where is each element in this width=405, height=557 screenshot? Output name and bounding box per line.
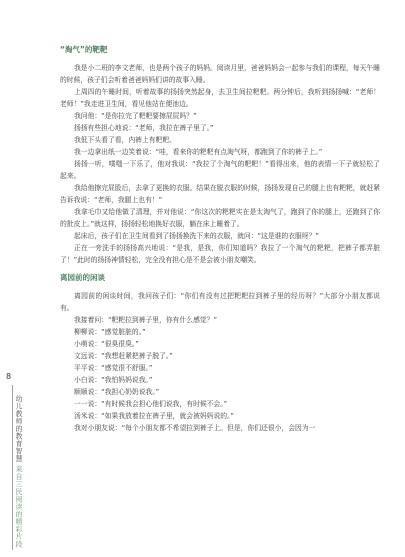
paragraph: 我低下头看了看，内裤上有粑粑。	[74, 136, 176, 144]
paragraph: 扬扬一听，噗嗤一下乐了，他对我说：“我拉了个淘气的粑粑！”看得出来，他的表情一下子就轻松了起来。	[60, 160, 380, 180]
section-body	[60, 62, 380, 266]
paragraph: 我问他：“是你拉完了粑粑要擦屁屁吗？”	[74, 112, 197, 120]
book-title: 幼儿教师的教育智慧	[15, 395, 23, 463]
book-subtitle: 来自三民阅读的精彩片段	[15, 465, 23, 548]
paragraph: 小白说：“我怕妈妈说我。”	[74, 376, 153, 384]
paragraph: 文远说：“我想赶紧把裤子脱了。”	[74, 352, 173, 360]
section-body	[60, 290, 380, 434]
paragraph: 我接着问：“粑粑拉到裤子里，你有什么感觉？”	[74, 316, 217, 324]
paragraph: 柳柳说：“感觉脏脏的。”	[74, 328, 146, 336]
paragraph: 起床后，孩子们在卫生间看到了扬扬换洗下来的衣服，就问：“这是谁的衣服呀？”	[74, 232, 319, 240]
paragraph: 我对小朋友说：“每个小朋友都不希望拉到裤子上。但是，你们还很小，会因为一	[74, 424, 316, 432]
paragraph: 小萌说：“很臭很臭。”	[74, 340, 139, 348]
margin-divider-line	[12, 385, 13, 550]
paragraph: 汤米说：“如果我放着拉在裤子里，就会被妈妈说的。”	[74, 412, 234, 420]
paragraph: 我给他擦完屁股后，去拿了更换的衣服。结果在脱衣服的时候，扬扬发现自己的腿上也有粑粑，就赶紧告诉我说：“老师，我腿上也有！”	[60, 184, 380, 204]
page-content	[60, 44, 380, 434]
page-margin-sidebar	[0, 0, 30, 557]
page-number: 8	[6, 372, 12, 381]
paragraph: 我是小二班的李文老师，也是两个孩子的妈妈。阅读月里，爸爸妈妈会一起参与我们的课程，每天午睡的时候，孩子们会听着爸爸妈妈们讲的故事入睡。	[60, 64, 380, 84]
paragraph: 一一说：“有时候我会担心他们说我，有时候不会。”	[74, 400, 228, 408]
paragraph: 上周四的午睡时间，听着故事的扬扬突然起身，去卫生间拉粑粑。两分钟后，我听到扬扬喊：“老师！老师！”我走进卫生间，看见他站在便池边。	[60, 88, 380, 108]
paragraph: 正在一旁洗手的扬扬高兴地说：“是我，是我，你们知道吗？我拉了一个淘气的粑粑，把裤子都弄脏了！”此时的扬扬神情轻松，完全没有担心是不是会被小朋友嘲笑。	[60, 244, 380, 264]
section-title: “淘气”的靶靶	[60, 45, 108, 54]
running-header	[14, 395, 23, 548]
paragraph: 扬扬有些担心地说：“老师，我拉在裤子里了。”	[74, 124, 214, 132]
paragraph: 离园前的闲谈时间，我问孩子们：“你们有没有过把粑粑拉到裤子里的经历呀？”大部分小朋友都说有。	[60, 292, 380, 312]
paragraph: 平平说：“感觉很不舒服。”	[74, 364, 153, 372]
paragraph: 我一边拿出纸一边笑着说：“哇，看来你的粑粑有点淘气呀，都跑到了你的裤子上。”	[74, 148, 323, 156]
paragraph: 顺顺说：“我担心奶奶说我。”	[74, 388, 160, 396]
paragraph: 我拿毛巾又给他做了清理，并对他说：“你这次的粑粑实在是太淘气了，跑到了你的腿上，还跑到了你的批皮上。”就这样，扬扬轻松地换好衣服，躺在床上睡着了。	[60, 208, 380, 228]
section-title: 离园前的闲谈	[60, 273, 105, 282]
